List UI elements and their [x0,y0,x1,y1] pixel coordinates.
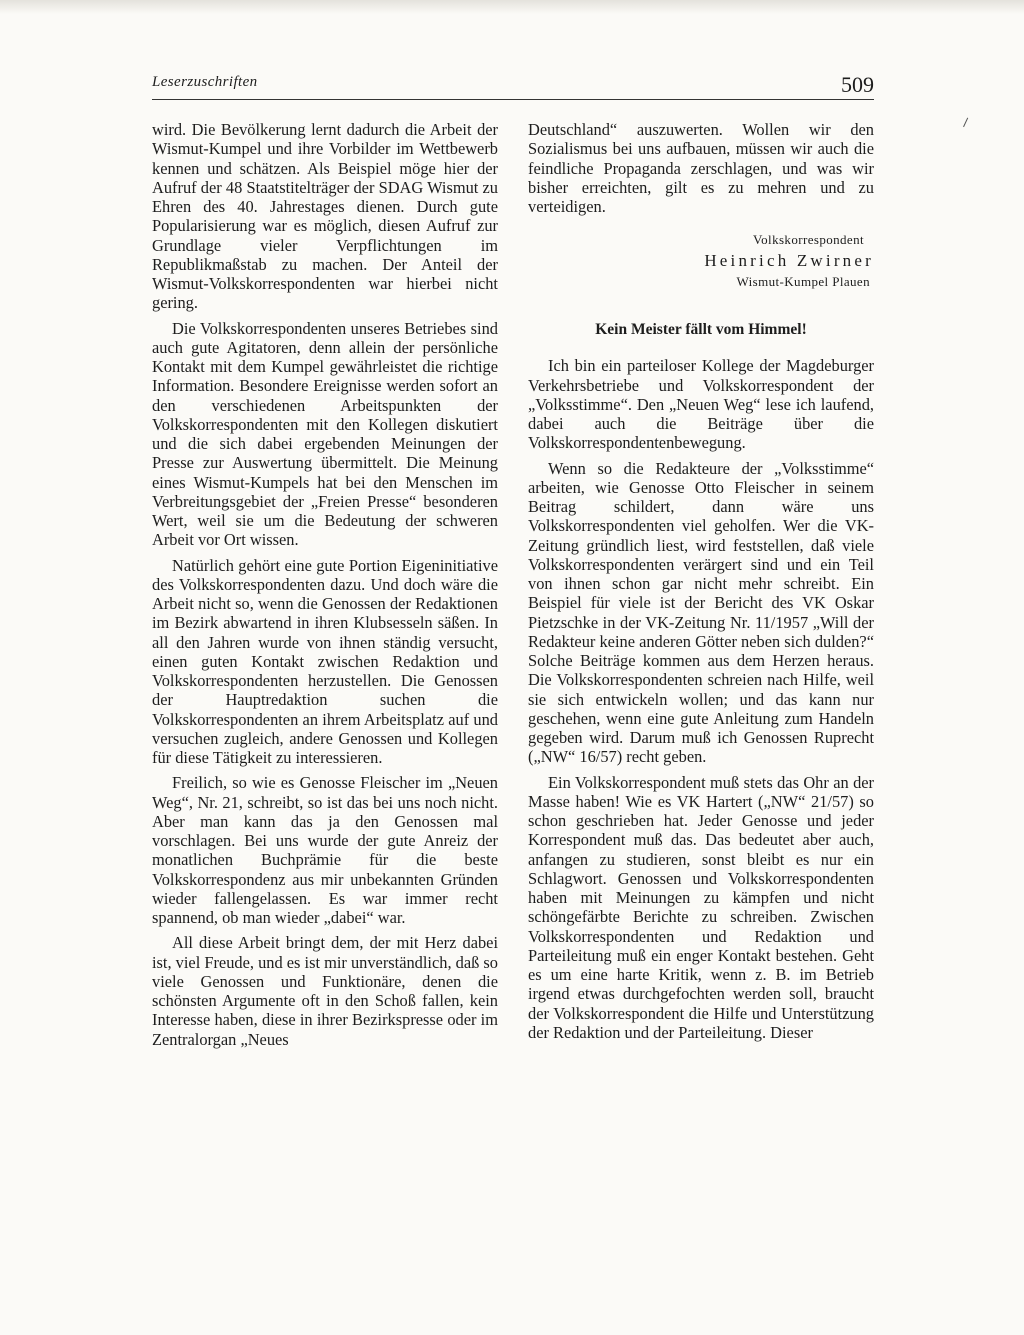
signature-name: Heinrich Zwirner [704,251,874,271]
signature-role: Volkskorrespondent [753,232,864,248]
paragraph: All diese Arbeit bringt dem, der mit Herz dabei ist, viel Freude, und es ist mir unverständlich, daß so viele Genossen und Funktionäre, denen die schönsten Argumente oft in den Schoß fallen, kein Interesse haben, diese in ihrer Bezirkspresse oder im Zentralorgan „Neues [152,933,498,1049]
page-top-edge [0,0,1024,14]
running-head: Leserzuschriften [152,74,258,90]
stray-pen-mark [963,118,971,129]
article-title: Kein Meister fällt vom Himmel! [595,321,807,339]
page-number: 509 [841,72,874,97]
paragraph: Ich bin ein parteiloser Kollege der Magdeburger Verkehrsbetriebe und Volkskorrespondent der „Volksstimme“. Den „Neuen Weg“ lese ich laufend, dabei auch die Beiträge über die Volkskorrespondentenbewegung. [528,356,874,453]
header-rule [152,99,874,100]
signature-place: Wismut-Kumpel Plauen [736,274,870,290]
paragraph: Freilich, so wie es Genosse Fleischer im „Neuen Weg“, Nr. 21, schreibt, so ist das bei uns noch nicht. Aber man kann das ja den Genossen mal vorschlagen. Bei uns wurde der gute Anreiz der monatlichen Buchprämie für die beste Volkskorrespondenz aus mir unbekannten Gründen wieder fallengelassen. Es war immer recht spannend, ob man wieder „dabei“ war. [152,773,498,927]
right-column [528,120,874,1048]
page-header [152,72,874,100]
paragraph: wird. Die Bevölkerung lernt dadurch die Arbeit der Wismut-Kumpel und ihre Vorbilder im Wettbewerb kennen und schätzen. Als Beispiel möge hier der Aufruf der 48 Staatstitelträger der SDAG Wismut zu Ehren des 40. Jahrestages dienen. Durch gute Popularisierung war es möglich, diesen Aufruf zur Grundlage vieler Verpflichtungen im Republikmaßstab zu machen. Der Anteil der Wismut-Volkskorrespondenten war hierbei nicht gering. [152,120,498,313]
paragraph-continuation: Deutschland“ auszuwerten. Wollen wir den Sozialismus bei uns aufbauen, müssen wir auch die feindliche Propaganda zerschlagen, und was wir bisher erreichten, gilt es zu mehren und zu verteidigen. [528,120,874,216]
paragraph: Wenn so die Redakteure der „Volksstimme“ arbeiten, wie Genosse Otto Fleischer in seinem Beitrag schildert, dann wäre uns Volkskorrespondenten viel geholfen. Wer die VK-Zeitung gründlich liest, wird feststellen, daß viele Volkskorrespondenten verärgert sind und ein Teil von ihnen schon gar nicht mehr schreibt. Ein Beispiel für viele ist der Bericht des VK Oskar Pietzschke in der VK-Zeitung Nr. 11/1957 „Will der Redakteur keine anderen Götter neben sich dulden?“ Solche Beiträge kommen aus dem Herzen heraus. Die Volkskorrespondenten schreien nach Hilfe, weil sie sich entwickeln wollen; und das kann nur geschehen, wenn eine gute Anleitung zum Handeln gegeben wird. Darum muß ich Genossen Ruprecht („NW“ 16/57) recht geben. [528,458,874,767]
left-column [152,120,498,1055]
paragraph: Die Volkskorrespondenten unseres Betriebes sind auch gute Agitatoren, denn allein der persönliche Kontakt mit dem Kumpel gewährleistet die richtige Information. Besondere Ereignisse werden sofort an den verschiedenen Arbeitspunkten der Volkskorrespondenten mit den Kollegen diskutiert und die sich dabei ergebenden Meinungen der Presse zur Auswertung übermittelt. Die Meinung eines Wismut-Kumpels hat bei den Menschen im Verbreitungsgebiet der „Freien Presse“ besonderen Wert, weil sie um die Bedeutung der schweren Arbeit vor Ort wissen. [152,318,498,550]
signature-block [528,230,874,292]
paragraph: Natürlich gehört eine gute Portion Eigeninitiative des Volkskorrespondenten dazu. Und doch wäre die Arbeit nicht so, wenn die Genossen der Redaktionen im Bezirk abwartend in ihren Klubsesseln säßen. In all den Jahren wurde von ihnen ständig versucht, einen guten Kontakt zwischen Redaktion und Volkskorrespondenten herzustellen. Die Genossen der Hauptredaktion suchen die Volkskorrespondenten an ihrem Arbeitsplatz auf und versuchen zugleich, andere Genossen und Kollegen für diese Tätigkeit zu interessieren. [152,555,498,767]
paragraph: Ein Volkskorrespondent muß stets das Ohr an der Masse haben! Wie es VK Hartert („NW“ 21/57) so schon geschrieben hat. Jeder Genosse und jeder Korrespondent muß das. Das bedeutet aber auch, anfangen zu studieren, sonst bleibt es nur ein Schlagwort. Genossen und Volkskorrespondenten haben mit Meinungen zu kämpfen und nicht schöngefärbte Berichte zu schreiben. Zwischen Volkskorrespondenten und Redaktion und Parteileitung muß ein enger Kontakt bestehen. Geht es um eine harte Kritik, wenn z. B. im Betrieb irgend etwas durchgefochten werden soll, braucht der Volkskorrespondent die Hilfe und Unterstützung der Redaktion und der Parteileitung. Dieser [528,772,874,1042]
